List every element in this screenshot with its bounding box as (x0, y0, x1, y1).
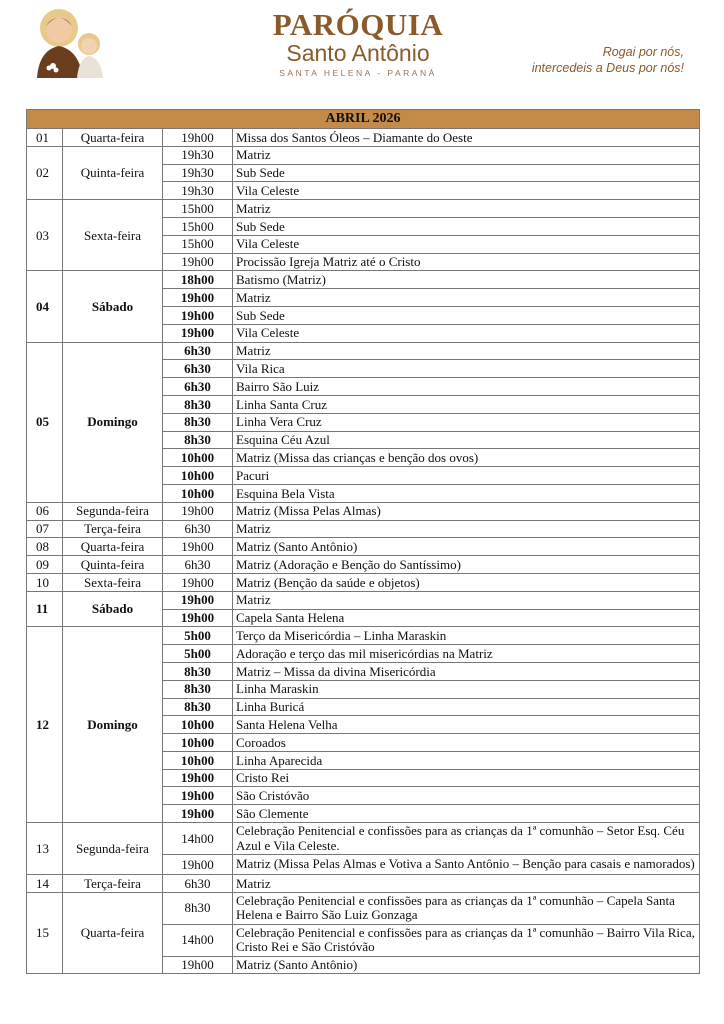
schedule-row (27, 502, 700, 520)
event-time: 19h00 (163, 956, 233, 974)
event-time: 6h30 (163, 342, 233, 360)
event-description: Matriz (Adoração e Benção do Santíssimo) (233, 556, 700, 574)
event-time: 19h30 (163, 146, 233, 164)
event-description: Matriz (Santo Antônio) (233, 956, 700, 974)
event-description: São Cristóvão (233, 787, 700, 805)
event-description: Esquina Céu Azul (233, 431, 700, 449)
event-description: Celebração Penitencial e confissões para as crianças da 1ª comunhão – Setor Esq. Céu Azul e Vila Celeste. (233, 823, 700, 855)
event-description: Celebração Penitencial e confissões para as crianças da 1ª comunhão – Bairro Vila Rica, Cristo Rei e São Cristóvão (233, 924, 700, 956)
day-number: 15 (27, 892, 63, 974)
weekday: Sábado (63, 271, 163, 342)
weekday: Segunda-feira (63, 823, 163, 875)
event-time: 19h00 (163, 855, 233, 875)
event-time: 8h30 (163, 395, 233, 413)
event-description: Sub Sede (233, 217, 700, 235)
event-description: Adoração e terço das mil misericórdias na Matriz (233, 645, 700, 663)
event-description: Coroados (233, 734, 700, 752)
event-time: 19h00 (163, 324, 233, 342)
schedule-row (27, 146, 700, 164)
event-description: Matriz (Benção da saúde e objetos) (233, 573, 700, 591)
event-time: 19h00 (163, 805, 233, 823)
month-title-row (27, 110, 700, 129)
schedule-table (26, 109, 700, 974)
event-time: 5h00 (163, 627, 233, 645)
event-description: Sub Sede (233, 306, 700, 324)
schedule-row (27, 342, 700, 360)
schedule-row (27, 627, 700, 645)
event-time: 19h00 (163, 591, 233, 609)
event-time: 15h00 (163, 217, 233, 235)
event-description: Celebração Penitencial e confissões para as crianças da 1ª comunhão – Capela Santa Helena e Bairro São Luiz Gonzaga (233, 892, 700, 924)
day-number: 05 (27, 342, 63, 502)
event-time: 10h00 (163, 467, 233, 485)
weekday: Quinta-feira (63, 556, 163, 574)
event-time: 8h30 (163, 413, 233, 431)
schedule-row (27, 892, 700, 924)
parish-logo (272, 7, 444, 78)
weekday: Terça-feira (63, 520, 163, 538)
event-time: 10h00 (163, 751, 233, 769)
event-description: Terço da Misericórdia – Linha Maraskin (233, 627, 700, 645)
motto-line-2: intercedeis a Deus por nós! (531, 60, 684, 75)
event-description: Matriz (233, 289, 700, 307)
schedule-row (27, 129, 700, 147)
day-number: 10 (27, 573, 63, 591)
event-time: 19h00 (163, 769, 233, 787)
event-description: Santa Helena Velha (233, 716, 700, 734)
day-number: 14 (27, 874, 63, 892)
event-time: 10h00 (163, 449, 233, 467)
event-description: Esquina Bela Vista (233, 484, 700, 502)
event-description: Sub Sede (233, 164, 700, 182)
event-description: Capela Santa Helena (233, 609, 700, 627)
event-time: 8h30 (163, 698, 233, 716)
event-time: 8h30 (163, 680, 233, 698)
event-time: 6h30 (163, 874, 233, 892)
day-number: 01 (27, 129, 63, 147)
day-number: 12 (27, 627, 63, 823)
day-number: 02 (27, 146, 63, 199)
event-time: 19h30 (163, 164, 233, 182)
event-description: Matriz (Missa das crianças e benção dos ovos) (233, 449, 700, 467)
event-time: 19h00 (163, 787, 233, 805)
event-time: 10h00 (163, 734, 233, 752)
logo-location: SANTA HELENA - PARANÁ (279, 68, 437, 78)
weekday: Domingo (63, 627, 163, 823)
event-description: Linha Maraskin (233, 680, 700, 698)
event-description: Vila Rica (233, 360, 700, 378)
event-description: Linha Vera Cruz (233, 413, 700, 431)
event-time: 8h30 (163, 892, 233, 924)
event-time: 6h30 (163, 360, 233, 378)
event-description: Procissão Igreja Matriz até o Cristo (233, 253, 700, 271)
event-time: 10h00 (163, 716, 233, 734)
logo-title: PARÓQUIA (272, 7, 444, 42)
weekday: Quinta-feira (63, 146, 163, 199)
event-time: 19h00 (163, 129, 233, 147)
event-time: 19h00 (163, 253, 233, 271)
day-number: 09 (27, 556, 63, 574)
weekday: Sexta-feira (63, 573, 163, 591)
event-time: 19h00 (163, 289, 233, 307)
event-description: Matriz (233, 146, 700, 164)
schedule-row (27, 271, 700, 289)
event-description: Matriz (Missa Pelas Almas e Votiva a Santo Antônio – Benção para casais e namorados) (233, 855, 700, 875)
weekday: Segunda-feira (63, 502, 163, 520)
event-time: 8h30 (163, 431, 233, 449)
day-number: 04 (27, 271, 63, 342)
event-description: Vila Celeste (233, 182, 700, 200)
event-description: Matriz (Santo Antônio) (233, 538, 700, 556)
schedule-row (27, 200, 700, 218)
event-description: Batismo (Matriz) (233, 271, 700, 289)
weekday: Quarta-feira (63, 892, 163, 974)
event-time: 18h00 (163, 271, 233, 289)
event-time: 5h00 (163, 645, 233, 663)
event-time: 19h00 (163, 306, 233, 324)
schedule-row (27, 556, 700, 574)
day-number: 11 (27, 591, 63, 627)
event-description: Linha Aparecida (233, 751, 700, 769)
event-description: Linha Buricá (233, 698, 700, 716)
weekday: Sábado (63, 591, 163, 627)
day-number: 08 (27, 538, 63, 556)
schedule-row (27, 591, 700, 609)
event-time: 6h30 (163, 520, 233, 538)
event-description: Matriz (Missa Pelas Almas) (233, 502, 700, 520)
event-description: Vila Celeste (233, 324, 700, 342)
weekday: Sexta-feira (63, 200, 163, 271)
event-description: São Clemente (233, 805, 700, 823)
day-number: 13 (27, 823, 63, 875)
event-time: 15h00 (163, 200, 233, 218)
event-description: Cristo Rei (233, 769, 700, 787)
page-header (0, 0, 724, 100)
event-description: Missa dos Santos Óleos – Diamante do Oeste (233, 129, 700, 147)
day-number: 03 (27, 200, 63, 271)
schedule-row (27, 823, 700, 855)
event-description: Matriz (233, 200, 700, 218)
schedule-row (27, 520, 700, 538)
weekday: Quarta-feira (63, 538, 163, 556)
event-description: Vila Celeste (233, 235, 700, 253)
logo-subtitle: Santo Antônio (286, 40, 430, 66)
event-description: Bairro São Luiz (233, 378, 700, 396)
event-description: Matriz (233, 520, 700, 538)
event-time: 19h00 (163, 502, 233, 520)
event-time: 19h00 (163, 609, 233, 627)
event-time: 6h30 (163, 378, 233, 396)
weekday: Terça-feira (63, 874, 163, 892)
motto (532, 45, 684, 76)
event-time: 15h00 (163, 235, 233, 253)
day-number: 06 (27, 502, 63, 520)
event-description: Matriz (233, 591, 700, 609)
event-description: Linha Santa Cruz (233, 395, 700, 413)
event-time: 14h00 (163, 924, 233, 956)
event-time: 14h00 (163, 823, 233, 855)
saint-anthony-icon (33, 6, 109, 78)
event-time: 8h30 (163, 662, 233, 680)
event-time: 6h30 (163, 556, 233, 574)
event-time: 19h30 (163, 182, 233, 200)
day-number: 07 (27, 520, 63, 538)
schedule-row (27, 538, 700, 556)
schedule-row (27, 573, 700, 591)
event-description: Pacuri (233, 467, 700, 485)
motto-line-1: Rogai por nós, (602, 45, 684, 59)
month-title: ABRIL 2026 (27, 110, 700, 129)
event-description: Matriz (233, 874, 700, 892)
event-time: 10h00 (163, 484, 233, 502)
event-description: Matriz – Missa da divina Misericórdia (233, 662, 700, 680)
event-time: 19h00 (163, 538, 233, 556)
event-description: Matriz (233, 342, 700, 360)
event-time: 19h00 (163, 573, 233, 591)
weekday: Domingo (63, 342, 163, 502)
schedule-row (27, 874, 700, 892)
weekday: Quarta-feira (63, 129, 163, 147)
